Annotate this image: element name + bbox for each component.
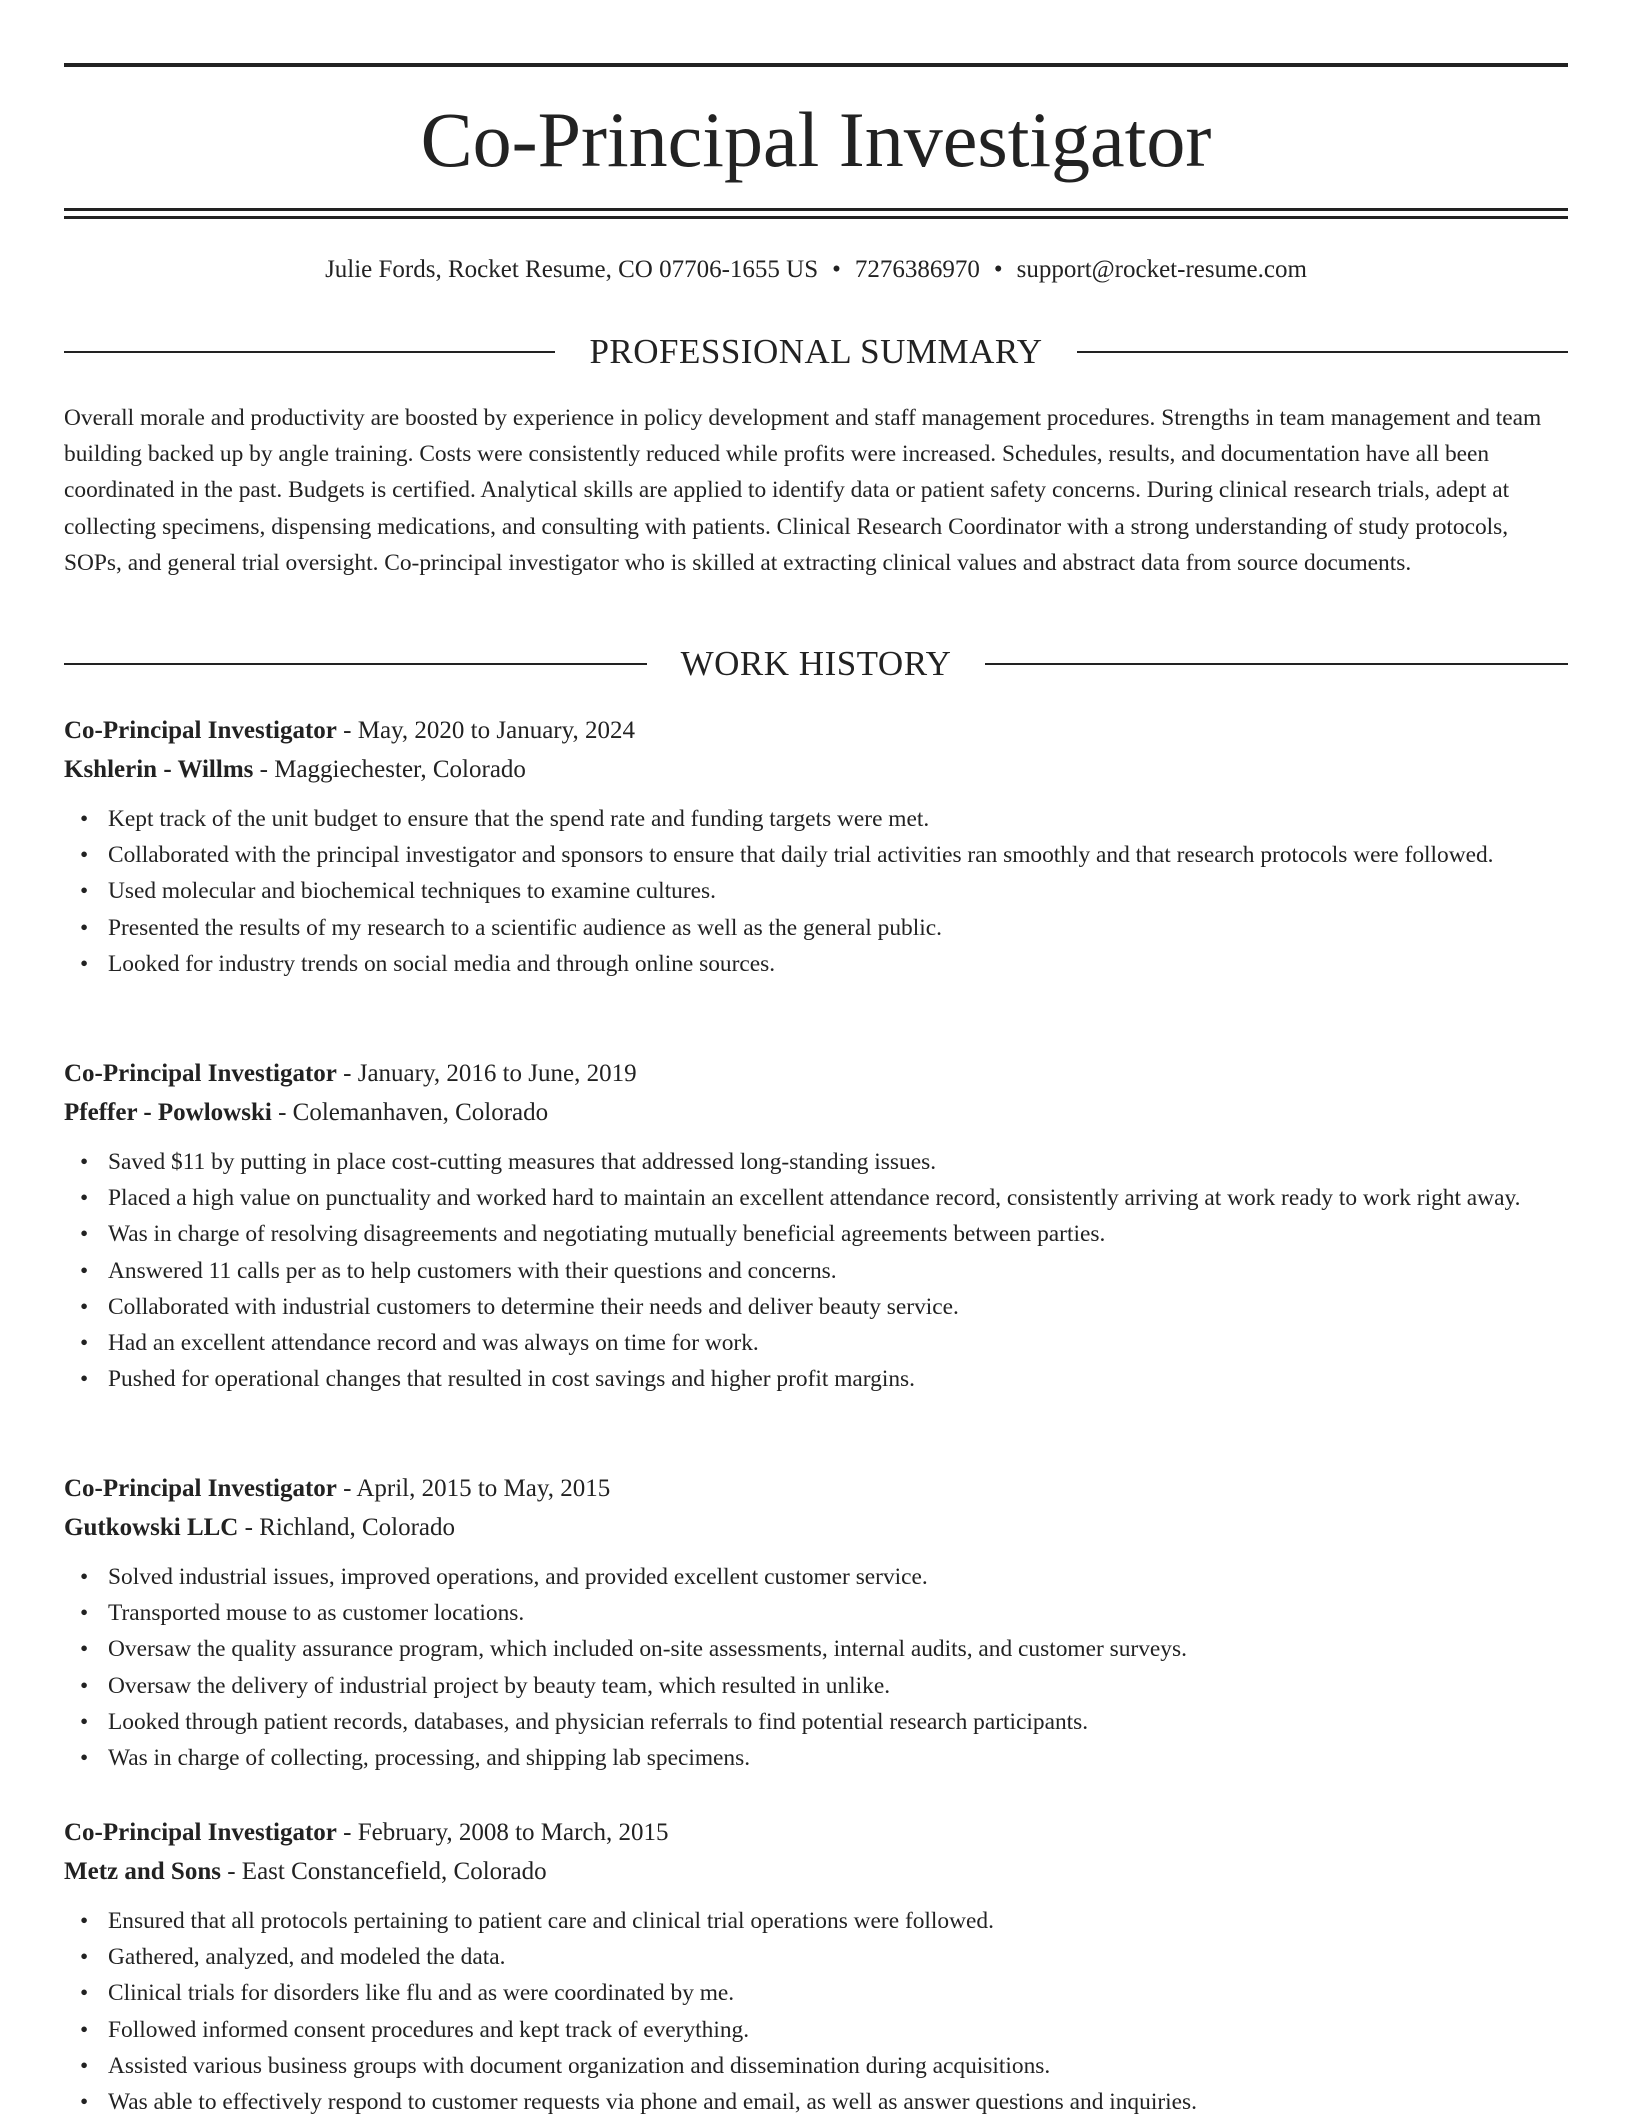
bullet-icon: • <box>80 1257 89 1284</box>
bullet-icon: • <box>80 1293 89 1320</box>
list-item <box>80 801 1568 837</box>
bullet-icon: • <box>80 1708 89 1735</box>
job-company: Gutkowski LLC <box>64 1514 239 1541</box>
job-bullet-text: Saved $11 by putting in place cost-cutting measures that addressed long-standing issues. <box>108 1149 937 1175</box>
job-title: Co-Principal Investigator <box>64 717 337 744</box>
job-bullet-text: Oversaw the quality assurance program, which included on-site assessments, internal audits, and customer surveys. <box>108 1636 1187 1663</box>
job-location: - Colemanhaven, Colorado <box>271 1099 549 1126</box>
job-dates: - January, 2016 to June, 2019 <box>336 1060 637 1087</box>
bullet-icon: • <box>80 1366 89 1393</box>
list-item <box>80 1144 1568 1180</box>
job-bullet-text: Ensured that all protocols pertaining to patient care and clinical trial operations were followed. <box>108 1908 994 1934</box>
bullet-icon: • <box>80 842 89 869</box>
job-bullet-text: Used molecular and biochemical techniques to examine cultures. <box>108 878 716 905</box>
list-item <box>80 873 1568 909</box>
list-item <box>80 1559 1568 1595</box>
heading-rule-left <box>64 351 555 353</box>
bullet-icon: • <box>80 2089 89 2116</box>
job-bullet-text: Looked through patient records, databases, and physician referrals to find potential research participants. <box>108 1708 1089 1735</box>
job-bullet-text: Looked for industry trends on social media and through online sources. <box>108 950 776 977</box>
bullet-icon: • <box>80 950 89 977</box>
job-company: Kshlerin - Willms <box>64 756 254 783</box>
job-title-line <box>64 1054 1568 1093</box>
job-bullets <box>64 1144 1568 1397</box>
job-bullet-text: Was able to effectively respond to customer requests via phone and email, as well as answer questions and inquiries. <box>108 2089 1197 2116</box>
top-rule <box>64 63 1568 67</box>
job-bullet-text: Solved industrial issues, improved operations, and provided excellent customer service. <box>108 1564 928 1590</box>
bullet-icon: • <box>80 1330 89 1357</box>
job-title: Co-Principal Investigator <box>64 1819 337 1846</box>
job-bullet-text: Placed a high value on punctuality and worked hard to maintain an excellent attendance record, consistently arriving at work ready to work right away. <box>108 1185 1521 1212</box>
bullet-icon: • <box>80 1600 89 1627</box>
job-entry <box>64 1054 1568 1397</box>
job-title: Co-Principal Investigator <box>64 1060 337 1087</box>
job-company-line <box>64 750 1568 789</box>
work-history-heading <box>64 642 1568 686</box>
summary-heading <box>64 330 1568 374</box>
summary-text: Overall morale and productivity are boosted by experience in policy development and staff management procedures. Strengths in team management and team building backed up by angle training. Costs were consistently reduced while profits were increased. Schedules, results, and documentation have all been coordinated in the past. Budgets is certified. Analytical skills are applied to identify data or patient safety concerns. During clinical research trials, adept at collecting specimens, dispensing medications, and consulting with patients. Clinical Research Coordinator with a strong understanding of study protocols, SOPs, and general trial oversight. Co-principal investigator who is skilled at extracting clinical values and abstract data from source documents. <box>64 405 1542 576</box>
job-bullets <box>64 1903 1568 2120</box>
summary-heading-label: PROFESSIONAL SUMMARY <box>589 332 1043 371</box>
job-bullet-text: Collaborated with industrial customers to determine their needs and deliver beauty service. <box>108 1293 959 1320</box>
bullet-icon: • <box>80 1149 89 1175</box>
list-item <box>80 837 1568 873</box>
job-dates: - April, 2015 to May, 2015 <box>336 1475 611 1502</box>
bullet-icon: • <box>80 878 89 905</box>
job-dates: - May, 2020 to January, 2024 <box>336 717 635 744</box>
job-location: - Maggiechester, Colorado <box>253 756 526 783</box>
bullet-icon: • <box>80 1908 89 1934</box>
job-entry <box>64 1469 1568 1776</box>
heading-rule-right <box>1077 351 1568 353</box>
list-item <box>80 1216 1568 1252</box>
job-bullet-text: Was in charge of resolving disagreements and negotiating mutually beneficial agreements between parties. <box>108 1221 1106 1248</box>
job-bullet-text: Assisted various business groups with document organization and dissemination during acquisitions. <box>108 2052 1051 2079</box>
job-bullet-text: Answered 11 calls per as to help customers with their questions and concerns. <box>108 1257 837 1284</box>
bullet-icon: • <box>80 914 89 941</box>
list-item <box>80 946 1568 982</box>
job-dates: - February, 2008 to March, 2015 <box>336 1819 669 1846</box>
job-entry <box>64 711 1568 982</box>
contact-separator: • <box>832 256 841 283</box>
contact-line <box>64 254 1568 286</box>
contact-phone: 7276386970 <box>854 256 980 283</box>
bullet-icon: • <box>80 1980 89 2007</box>
bullet-icon: • <box>80 1672 89 1699</box>
job-title-line <box>64 1813 1568 1852</box>
list-item <box>80 1325 1568 1361</box>
job-location: - Richland, Colorado <box>238 1514 456 1541</box>
job-bullet-text: Was in charge of collecting, processing, and shipping lab specimens. <box>108 1745 751 1772</box>
job-bullet-text: Collaborated with the principal investigator and sponsors to ensure that daily trial activities ran smoothly and that research protocols were followed. <box>108 842 1494 869</box>
list-item <box>80 1903 1568 1939</box>
job-bullet-text: Followed informed consent procedures and kept track of everything. <box>108 2016 750 2043</box>
job-company: Pfeffer - Powlowski <box>64 1099 272 1126</box>
list-item <box>80 1180 1568 1216</box>
job-entry <box>64 1813 1568 2120</box>
contact-email: support@rocket-resume.com <box>1016 256 1307 283</box>
job-bullet-text: Presented the results of my research to a scientific audience as well as the general public. <box>108 914 942 941</box>
job-bullet-text: Transported mouse to as customer locations. <box>108 1600 525 1627</box>
list-item <box>80 1595 1568 1631</box>
job-title-line <box>64 1469 1568 1508</box>
list-item <box>80 910 1568 946</box>
job-bullet-text: Clinical trials for disorders like flu and as were coordinated by me. <box>108 1980 735 2007</box>
bullet-icon: • <box>80 1221 89 1248</box>
job-company-line <box>64 1508 1568 1547</box>
list-item <box>80 1253 1568 1289</box>
list-item <box>80 2048 1568 2084</box>
job-company-line <box>64 1093 1568 1132</box>
bullet-icon: • <box>80 1564 89 1590</box>
bullet-icon: • <box>80 2016 89 2043</box>
list-item <box>80 1668 1568 1704</box>
job-company-line <box>64 1852 1568 1891</box>
bullet-icon: • <box>80 2052 89 2079</box>
job-bullets <box>64 1559 1568 1776</box>
list-item <box>80 1361 1568 1397</box>
list-item <box>80 1975 1568 2011</box>
job-bullet-text: Kept track of the unit budget to ensure that the spend rate and funding targets were met. <box>108 806 930 832</box>
list-item <box>80 2084 1568 2120</box>
job-title-line <box>64 711 1568 750</box>
job-bullet-text: Pushed for operational changes that resulted in cost savings and higher profit margins. <box>108 1366 916 1393</box>
bullet-icon: • <box>80 1185 89 1212</box>
bullet-icon: • <box>80 806 89 832</box>
list-item <box>80 1740 1568 1776</box>
bullet-icon: • <box>80 1636 89 1663</box>
job-title: Co-Principal Investigator <box>64 1475 337 1502</box>
bullet-icon: • <box>80 1944 89 1971</box>
job-bullets <box>64 801 1568 982</box>
job-bullet-text: Oversaw the delivery of industrial project by beauty team, which resulted in unlike. <box>108 1672 891 1699</box>
list-item <box>80 1704 1568 1740</box>
resume-title: Co-Principal Investigator <box>420 96 1212 183</box>
heading-rule-right <box>985 663 1568 665</box>
job-location: - East Constancefield, Colorado <box>220 1858 547 1885</box>
list-item <box>80 2012 1568 2048</box>
heading-rule-left <box>64 663 647 665</box>
title-double-rule <box>64 208 1568 219</box>
list-item <box>80 1939 1568 1975</box>
job-company: Metz and Sons <box>64 1858 221 1885</box>
contact-address: Julie Fords, Rocket Resume, CO 07706-1655 US <box>325 256 819 283</box>
list-item <box>80 1289 1568 1325</box>
contact-separator: • <box>993 256 1003 283</box>
job-bullet-text: Had an excellent attendance record and was always on time for work. <box>108 1330 759 1357</box>
work-history-heading-label: WORK HISTORY <box>680 644 952 683</box>
job-bullet-text: Gathered, analyzed, and modeled the data. <box>108 1944 506 1971</box>
list-item <box>80 1631 1568 1667</box>
bullet-icon: • <box>80 1745 89 1772</box>
